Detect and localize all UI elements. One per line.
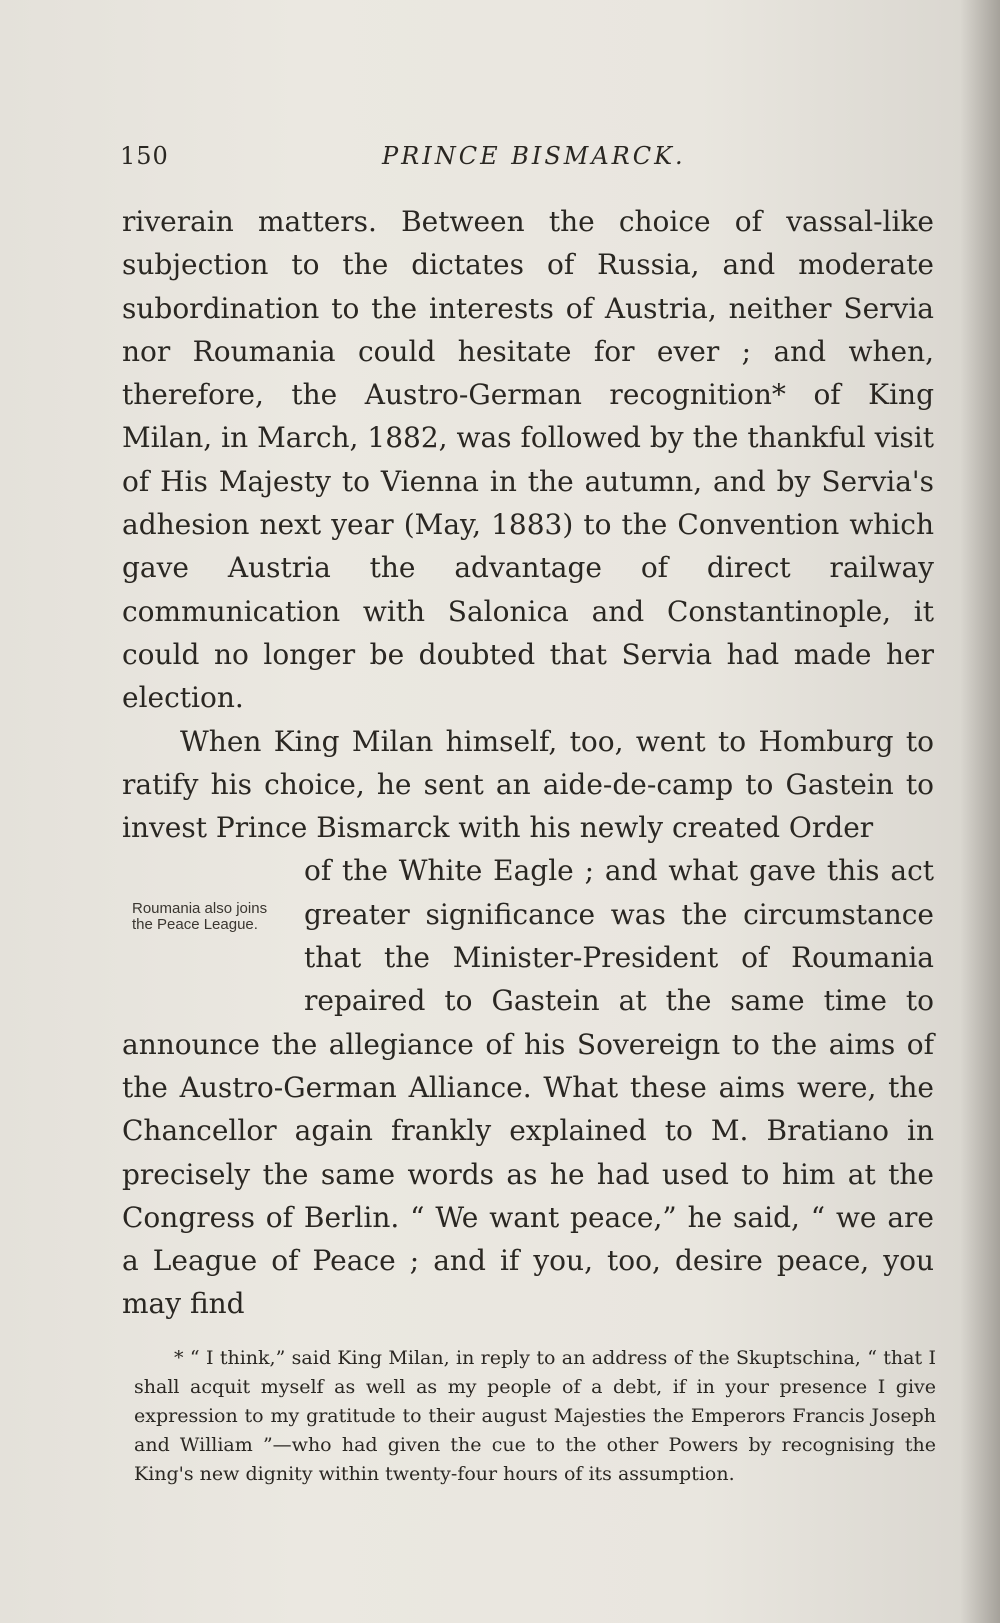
paragraph-1: riverain matters. Between the choice of vassal-like subjection to the dictates of Russia, and moderate subordination to the interests of Austria, neither Servia nor Roumania could hesitate for ever ; and when, therefore, the Austro-German recognition* of King Milan, in March, 1882, was followed by the thankful visit of His Majesty to Vienna in the autumn, and by Servia's adhesion next year (May, 1883) to the Convention which gave Austria the advantage of direct railway communication with Salonica and Constantinople, it could no longer be doubted that Servia had made her election. (122, 205, 934, 715)
paragraph-2-rest: of the White Eagle ; and what gave this act greater significance was the circumstance that the Minister-President of Roumania repaired to Gastein at the same time to announce the allegiance of his Sovereign to the aims of the Austro-German Alliance. What these aims were, the Chancellor again frankly explained to M. Bratiano in precisely the same words as he had used to him at the Congress of Berlin. “ We want peace,” he said, “ we are a League of Peace ; and if you, too, desire peace, you may find (122, 854, 934, 1321)
margin-sidenote: Roumania also joins the Peace League. (132, 900, 268, 934)
page-number: 150 (120, 142, 169, 170)
footnote: * “ I think,” said King Milan, in reply to an address of the Skuptschina, “ that I shall acquit myself as well as my people of a debt, if in your presence I give expression to my gratitude to their august Majesties the Emperors Francis Joseph and William ”—who had given the cue to the other Powers by recognising the King's new dignity within twenty-four hours of its assumption. (134, 1347, 936, 1485)
sidenote-block (122, 849, 934, 1325)
body-text (122, 200, 934, 1326)
page-edge-shadow (960, 0, 1000, 1623)
paragraph-2-lead: When King Milan himself, too, went to Homburg to ratify his choice, he sent an aide-de-camp to Gastein to invest Prince Bismarck with his newly created Order (122, 724, 934, 845)
page-header (120, 142, 920, 182)
running-title: PRINCE BISMARCK. (382, 142, 686, 170)
